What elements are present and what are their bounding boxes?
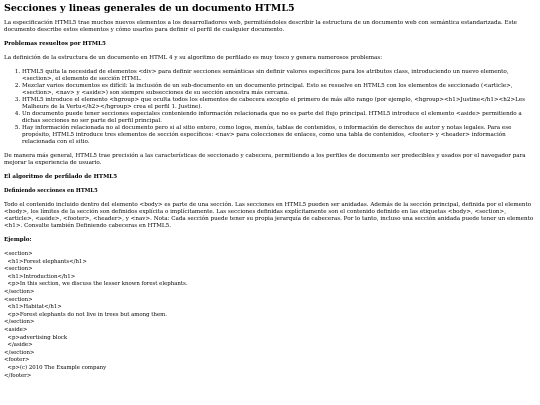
code-line: </aside> [4, 342, 33, 349]
code-line: </section> [4, 288, 35, 295]
code-line: <p>Forest elephants do not live in trees but among them. [4, 311, 167, 318]
code-line: </section> [4, 349, 35, 356]
summary-paragraph: De manera más general, HTML5 trae precisión a las características de seccionado y cabecera, permitiendo a los perfiles de documento ser predecibles y usados por el navegador para mejorar la experiencia de usuario. [4, 153, 526, 166]
defining-heading: Definiendo secciones en HTML5 [4, 188, 98, 194]
code-line: <section> [4, 266, 33, 273]
code-line: <section> [4, 251, 33, 257]
list-item: 3. HTML5 introduce el elemento <hgroup> que oculta todos los elementos de cabecera excepto el primero de más alto rango (por ejemplo, <hgroup><h1>Justine</h1><h2>Les Malheurs de la Vertu</h2></hgroup> crea el perfil 1. Justine). [22, 97, 536, 111]
problems-list [4, 69, 536, 146]
page-title: Secciones y lineas generales de un documento HTML5 [4, 3, 295, 14]
list-item: 5. Hay información relacionada no al documento pero si al sitio entero, como logos, menús, tablas de contenidos, o información de derechos de autor y notas legales. Para ese propósito, HTML5 introduce tres elementos de sección específicos: <nav> para colecciones de enlaces, como una tabla de contenidos, <footer> y <header> información relacionada con el sitio. [22, 125, 536, 146]
code-line: </footer> [4, 372, 32, 379]
code-line: <p>advertising block [4, 334, 68, 341]
code-line: <p>(c) 2010 The Example company [4, 364, 107, 371]
list-item: 4. Un documento puede tener secciones especiales conteniendo información relacionada que no es parte del flujo principal. HTML5 introduce el elemento <aside> permitiendo a dichas secciones no ser parte del perfil principal. [22, 111, 536, 125]
code-line: <aside> [4, 326, 28, 333]
list-item: 2. Mezclar varios documentos es difícil: la inclusión de un sub-documento en un documento principal. Esto se resuelve en HTML5 con los elementos de seccionado (<article>, <section>, <nav> y <aside>) son siempre subsecciones de su sección ancestra más cercana. [22, 83, 536, 97]
code-line: </section> [4, 319, 35, 326]
code-line: <h1>Introduction</h1> [4, 273, 76, 280]
code-line: <h1>Forest elephants</h1> [4, 258, 87, 265]
code-line: <footer> [4, 357, 30, 364]
problems-intro: La definición de la estructura de un documento en HTML 4 y su algoritmo de perfilado es muy tosco y genera numerosos problemas: [4, 55, 383, 61]
algorithm-heading: El algoritmo de perfilado de HTML5 [4, 174, 118, 180]
code-line: <section> [4, 296, 33, 303]
example-heading: Ejemplo: [4, 237, 32, 243]
code-example [4, 251, 536, 380]
intro-paragraph: La especificación HTML5 trae muchos nuevos elementos a los desarrolladores web, permitiéndoles describir la estructura de un documento web con semántica estandarizada. Este documento describe estos elementos y cómo usarlos para definir el perfil de cualquier documento. [4, 20, 517, 33]
code-line: <h1>Habitat</h1> [4, 304, 62, 311]
defining-paragraph: Todo el contenido incluido dentro del elemento <body> es parte de una sección. Las secciones en HTML5 pueden ser anidadas. Además de la sección principal, definida por el elemento <body>, los límites de la sección son definidos explícita o implícitamente. Las secciones definidas explícitamente son el contenido definido en las etiquetas <body>, <section>, <article>, <aside>, <footer>, <header>, y <nav>. Nota: Cada sección puede tener su propia jerarquía de cabeceras. Por lo tanto, incluso una sección anidada puede tener un elemento <h1>. Consulte también Definiendo cabeceras en HTML5. [4, 202, 534, 229]
code-line: <p>In this section, we discuss the lesser known forest elephants. [4, 281, 188, 288]
list-item: 1. HTML5 quita la necesidad de elementos <div> para definir secciones semánticas sin definir valores específicos para los atributos class, introduciendo un nuevo elemento, <section>, el elemento de sección HTML. [22, 69, 536, 83]
problems-heading: Problemas resueltos por HTML5 [4, 41, 106, 47]
